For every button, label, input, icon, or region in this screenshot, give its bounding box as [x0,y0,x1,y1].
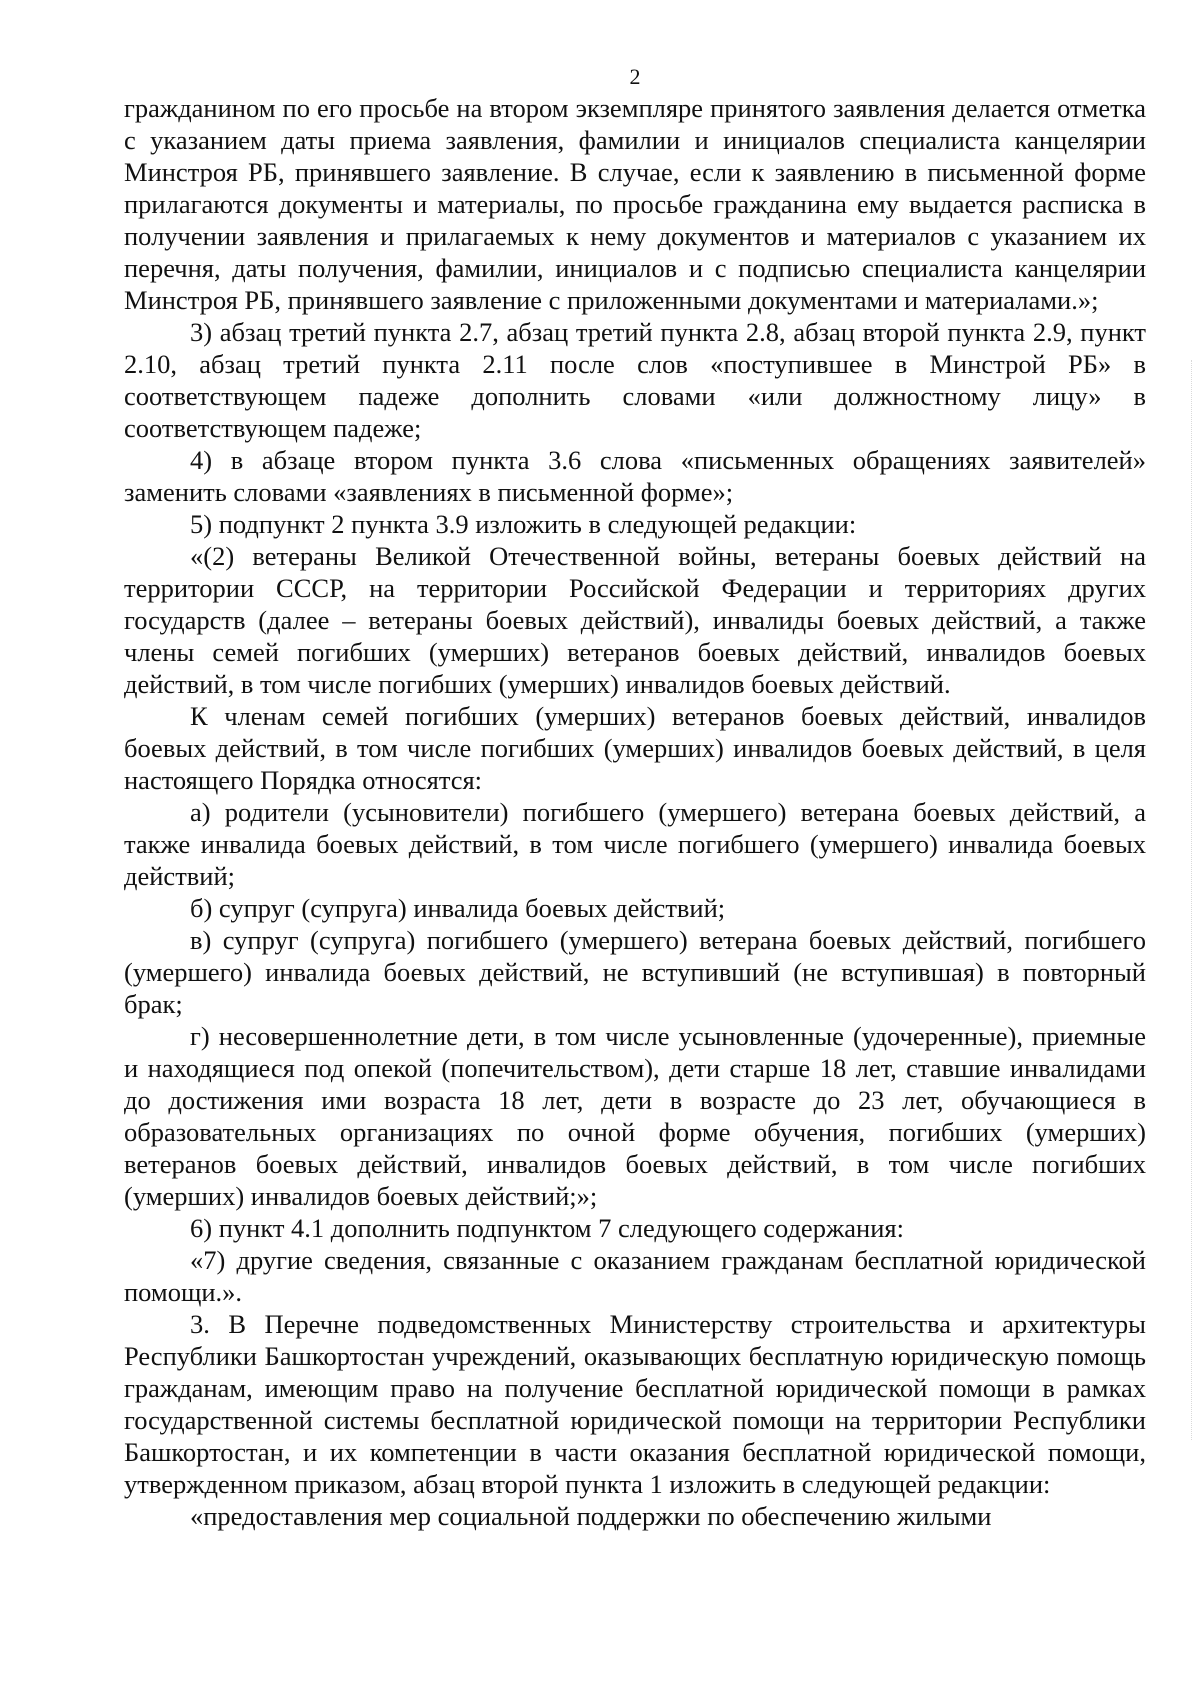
paragraph-section-3: 3. В Перечне подведомственных Министерству строительства и архитектуры Республики Башкортостан учреждений, оказывающих бесплатную юридическую помощь гражданам, имеющим право на получение бесплатной юридической помощи в рамках государственной системы бесплатной юридической помощи на территории Республики Башкортостан, и их компетенции в части оказания бесплатной юридической помощи, утвержденном приказом, абзац второй пункта 1 изложить в следующей редакции: [124,1309,1146,1499]
paragraph-item-6: 6) пункт 4.1 дополнить подпунктом 7 следующего содержания: [190,1213,904,1243]
document-body [124,92,1146,1532]
paragraph-family-members: К членам семей погибших (умерших) ветеранов боевых действий, инвалидов боевых действий, в том числе погибших (умерших) инвалидов боевых действий, в целя настоящего Порядка относятся: [124,701,1146,795]
paragraph-item-5: 5) подпункт 2 пункта 3.9 изложить в следующей редакции: [190,509,857,539]
paragraph-subitem-v: в) супруг (супруга) погибшего (умершего) ветерана боевых действий, погибшего (умершего) инвалида боевых действий, не вступивший (не вступившая) в повторный брак; [124,925,1146,1019]
paragraph-quote-provision: «предоставления мер социальной поддержки по обеспечению жилыми [190,1501,992,1531]
page-number: 2 [629,64,641,89]
paragraph-subitem-b: б) супруг (супруга) инвалида боевых действий; [190,893,726,923]
paragraph-quote-veterans: «(2) ветераны Великой Отечественной войны, ветераны боевых действий на территории СССР, на территории Российской Федерации и территориях других государств (далее – ветераны боевых действий), инвалиды боевых действий, а также члены семей погибших (умерших) ветеранов боевых действий, инвалидов боевых действий, в том числе погибших (умерших) инвалидов боевых действий. [124,541,1146,699]
paragraph-continuation: гражданином по его просьбе на втором экземпляре принятого заявления делается отметка с указанием даты приема заявления, фамилии и инициалов специалиста канцелярии Минстроя РБ, принявшего заявление. В случае, если к заявлению в письменной форме прилагаются документы и материалы, по просьбе гражданина ему выдается расписка в получении заявления и прилагаемых к нему документов и материалов с указанием их перечня, даты получения, фамилии, инициалов и с подписью специалиста канцелярии Минстроя РБ, принявшего заявление с приложенными документами и материалами.»; [124,93,1146,315]
paragraph-subitem-g: г) несовершеннолетние дети, в том числе усыновленные (удочеренные), приемные и находящиеся под опекой (попечительством), дети старше 18 лет, ставшие инвалидами до достижения ими возраста 18 лет, дети в возрасте до 23 лет, обучающиеся в образовательных организациях по очной форме обучения, погибших (умерших) ветеранов боевых действий, инвалидов боевых действий, в том числе погибших (умерших) инвалидов боевых действий;»; [124,1021,1146,1211]
scan-edge-marks [1189,360,1192,1440]
paragraph-quote-7: «7) другие сведения, связанные с оказанием гражданам бесплатной юридической помощи.». [124,1245,1146,1307]
paragraph-item-4: 4) в абзаце втором пункта 3.6 слова «письменных обращениях заявителей» заменить словами «заявлениях в письменной форме»; [124,445,1146,507]
paragraph-item-3: 3) абзац третий пункта 2.7, абзац третий пункта 2.8, абзац второй пункта 2.9, пункт 2.10, абзац третий пункта 2.11 после слов «поступившее в Минстрой РБ» в соответствующем падеже дополнить словами «или должностному лицу» в соответствующем падеже; [124,317,1146,443]
paragraph-subitem-a: а) родители (усыновители) погибшего (умершего) ветерана боевых действий, а также инвалида боевых действий, в том числе погибшего (умершего) инвалида боевых действий; [124,797,1146,891]
